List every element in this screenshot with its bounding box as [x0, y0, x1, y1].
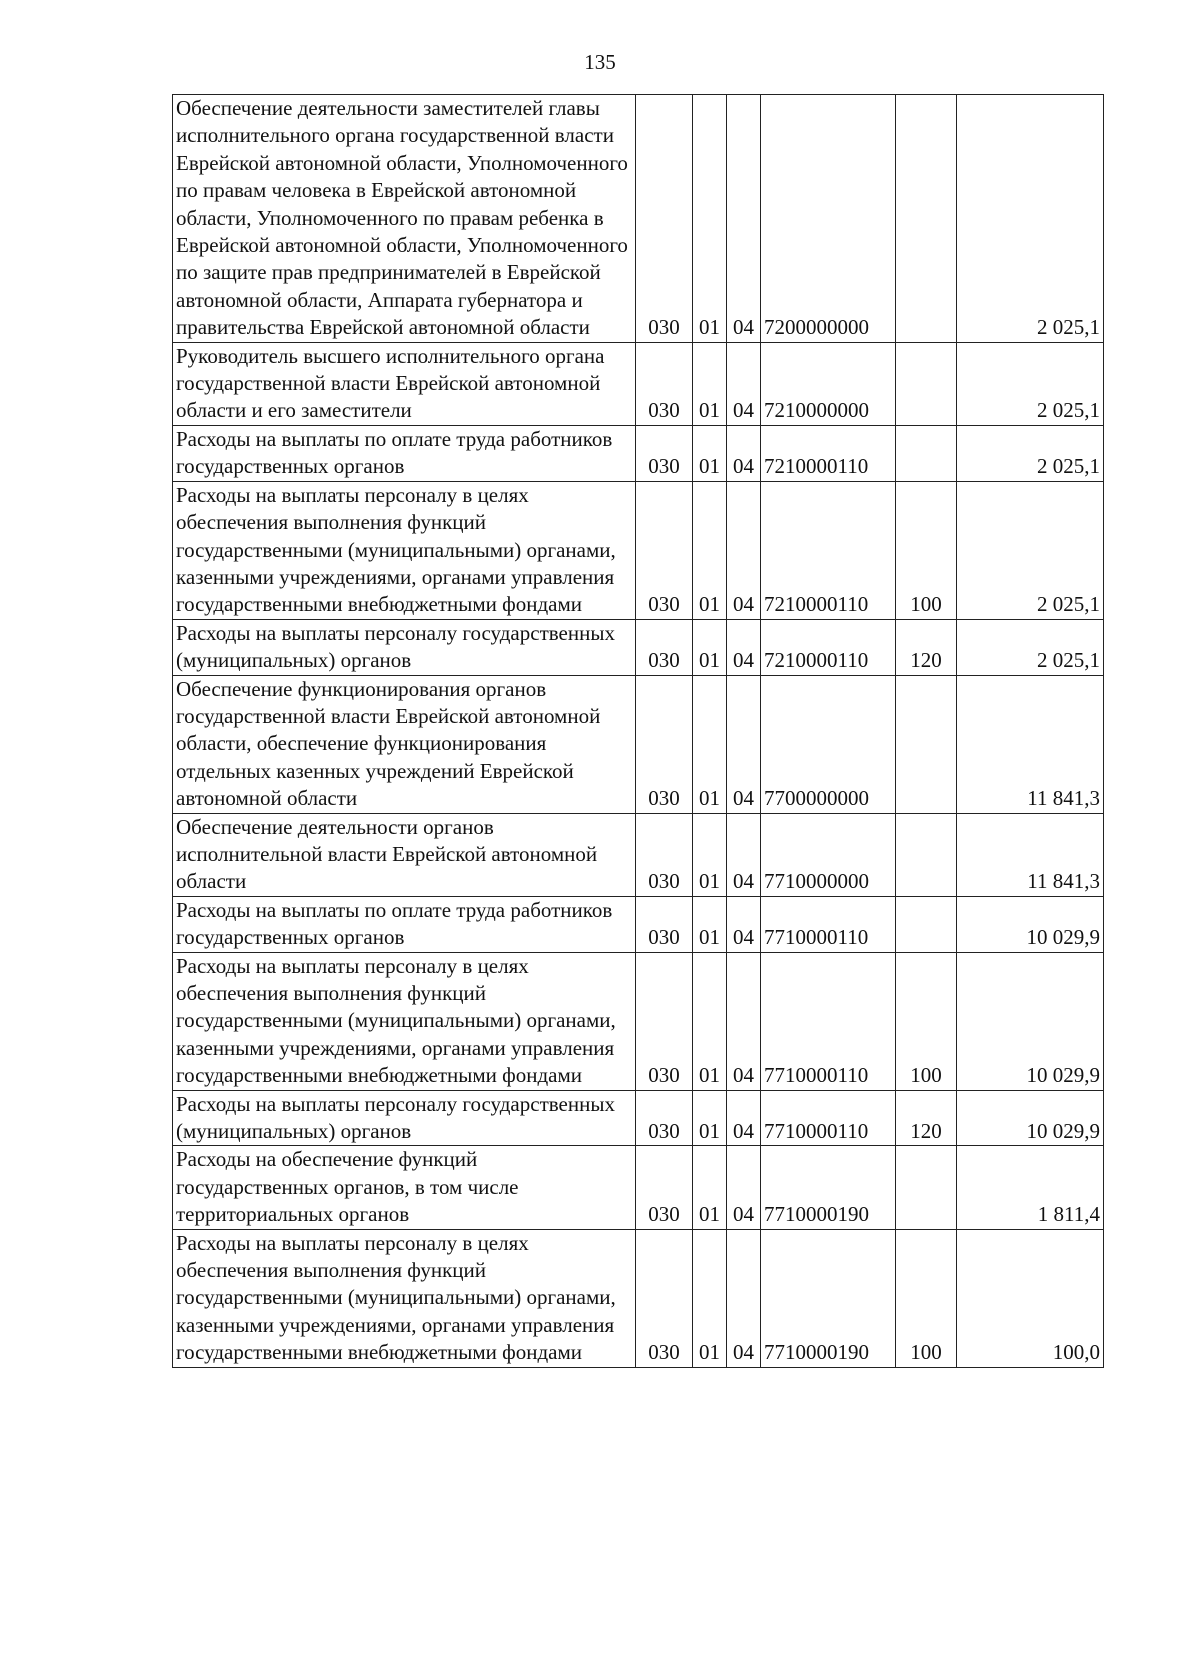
row-name-cell: Расходы на выплаты персоналу государственных (муниципальных) органов	[173, 1090, 636, 1146]
expense-type-cell: 120	[896, 1090, 957, 1146]
expense-type-cell: 100	[896, 481, 957, 619]
subsection-code-cell: 04	[727, 1229, 761, 1367]
admin-code-cell: 030	[636, 952, 693, 1090]
target-article-cell: 7210000110	[761, 481, 896, 619]
admin-code-cell: 030	[636, 813, 693, 896]
expense-type-cell	[896, 896, 957, 952]
expense-type-cell: 100	[896, 1229, 957, 1367]
expense-type-cell	[896, 342, 957, 425]
section-code-cell: 01	[693, 813, 727, 896]
row-name-cell: Расходы на выплаты по оплате труда работников государственных органов	[173, 896, 636, 952]
table-row	[173, 896, 1104, 952]
amount-cell: 10 029,9	[957, 952, 1104, 1090]
table-row	[173, 481, 1104, 619]
expense-type-cell: 100	[896, 952, 957, 1090]
row-name-cell: Обеспечение деятельности заместителей главы исполнительного органа государственной власти Еврейской автономной области, Уполномоченного по правам человека в Еврейской автономной области, Уполномоченного по правам ребенка в Еврейской автономной области, Уполномоченного по защите прав предпринимателей в Еврейской автономной области, Аппарата губернатора и правительства Еврейской автономной области	[173, 95, 636, 343]
admin-code-cell: 030	[636, 1146, 693, 1229]
target-article-cell: 7710000110	[761, 1090, 896, 1146]
section-code-cell: 01	[693, 425, 727, 481]
admin-code-cell: 030	[636, 1229, 693, 1367]
target-article-cell: 7710000110	[761, 896, 896, 952]
subsection-code-cell: 04	[727, 481, 761, 619]
row-name-cell: Обеспечение функционирования органов государственной власти Еврейской автономной области, обеспечение функционирования отдельных казенных учреждений Еврейской автономной области	[173, 675, 636, 813]
section-code-cell: 01	[693, 1146, 727, 1229]
amount-cell: 2 025,1	[957, 481, 1104, 619]
row-name-cell: Расходы на выплаты персоналу государственных (муниципальных) органов	[173, 619, 636, 675]
section-code-cell: 01	[693, 95, 727, 343]
section-code-cell: 01	[693, 481, 727, 619]
amount-cell: 2 025,1	[957, 425, 1104, 481]
amount-cell: 10 029,9	[957, 896, 1104, 952]
amount-cell: 1 811,4	[957, 1146, 1104, 1229]
amount-cell: 2 025,1	[957, 342, 1104, 425]
budget-table	[172, 94, 1104, 1368]
subsection-code-cell: 04	[727, 342, 761, 425]
amount-cell: 11 841,3	[957, 813, 1104, 896]
section-code-cell: 01	[693, 619, 727, 675]
subsection-code-cell: 04	[727, 1146, 761, 1229]
expense-type-cell	[896, 425, 957, 481]
table-row	[173, 813, 1104, 896]
target-article-cell: 7710000190	[761, 1229, 896, 1367]
expense-type-cell	[896, 95, 957, 343]
admin-code-cell: 030	[636, 425, 693, 481]
section-code-cell: 01	[693, 1090, 727, 1146]
target-article-cell: 7710000190	[761, 1146, 896, 1229]
target-article-cell: 7210000110	[761, 425, 896, 481]
section-code-cell: 01	[693, 952, 727, 1090]
target-article-cell: 7710000000	[761, 813, 896, 896]
table-row	[173, 952, 1104, 1090]
subsection-code-cell: 04	[727, 675, 761, 813]
subsection-code-cell: 04	[727, 896, 761, 952]
admin-code-cell: 030	[636, 675, 693, 813]
table-row	[173, 1090, 1104, 1146]
admin-code-cell: 030	[636, 1090, 693, 1146]
expense-type-cell: 120	[896, 619, 957, 675]
row-name-cell: Расходы на выплаты персоналу в целях обеспечения выполнения функций государственными (муниципальными) органами, казенными учреждениями, органами управления государственными внебюджетными фондами	[173, 1229, 636, 1367]
target-article-cell: 7700000000	[761, 675, 896, 813]
row-name-cell: Руководитель высшего исполнительного органа государственной власти Еврейской автономной области и его заместители	[173, 342, 636, 425]
table-row	[173, 425, 1104, 481]
table-row	[173, 342, 1104, 425]
amount-cell: 100,0	[957, 1229, 1104, 1367]
amount-cell: 2 025,1	[957, 619, 1104, 675]
admin-code-cell: 030	[636, 342, 693, 425]
admin-code-cell: 030	[636, 481, 693, 619]
admin-code-cell: 030	[636, 95, 693, 343]
section-code-cell: 01	[693, 675, 727, 813]
admin-code-cell: 030	[636, 896, 693, 952]
table-row	[173, 95, 1104, 343]
subsection-code-cell: 04	[727, 95, 761, 343]
target-article-cell: 7210000110	[761, 619, 896, 675]
amount-cell: 2 025,1	[957, 95, 1104, 343]
target-article-cell: 7710000110	[761, 952, 896, 1090]
subsection-code-cell: 04	[727, 952, 761, 1090]
section-code-cell: 01	[693, 896, 727, 952]
table-row	[173, 1229, 1104, 1367]
subsection-code-cell: 04	[727, 619, 761, 675]
subsection-code-cell: 04	[727, 813, 761, 896]
row-name-cell: Расходы на выплаты по оплате труда работников государственных органов	[173, 425, 636, 481]
amount-cell: 10 029,9	[957, 1090, 1104, 1146]
admin-code-cell: 030	[636, 619, 693, 675]
subsection-code-cell: 04	[727, 1090, 761, 1146]
expense-type-cell	[896, 813, 957, 896]
section-code-cell: 01	[693, 1229, 727, 1367]
row-name-cell: Расходы на обеспечение функций государственных органов, в том числе территориальных органов	[173, 1146, 636, 1229]
page-number: 135	[584, 50, 616, 74]
budget-table-body	[173, 95, 1104, 1368]
row-name-cell: Расходы на выплаты персоналу в целях обеспечения выполнения функций государственными (муниципальными) органами, казенными учреждениями, органами управления государственными внебюджетными фондами	[173, 952, 636, 1090]
target-article-cell: 7200000000	[761, 95, 896, 343]
table-row	[173, 1146, 1104, 1229]
expense-type-cell	[896, 675, 957, 813]
subsection-code-cell: 04	[727, 425, 761, 481]
target-article-cell: 7210000000	[761, 342, 896, 425]
row-name-cell: Расходы на выплаты персоналу в целях обеспечения выполнения функций государственными (муниципальными) органами, казенными учреждениями, органами управления государственными внебюджетными фондами	[173, 481, 636, 619]
section-code-cell: 01	[693, 342, 727, 425]
table-row	[173, 619, 1104, 675]
amount-cell: 11 841,3	[957, 675, 1104, 813]
table-row	[173, 675, 1104, 813]
row-name-cell: Обеспечение деятельности органов исполнительной власти Еврейской автономной области	[173, 813, 636, 896]
expense-type-cell	[896, 1146, 957, 1229]
